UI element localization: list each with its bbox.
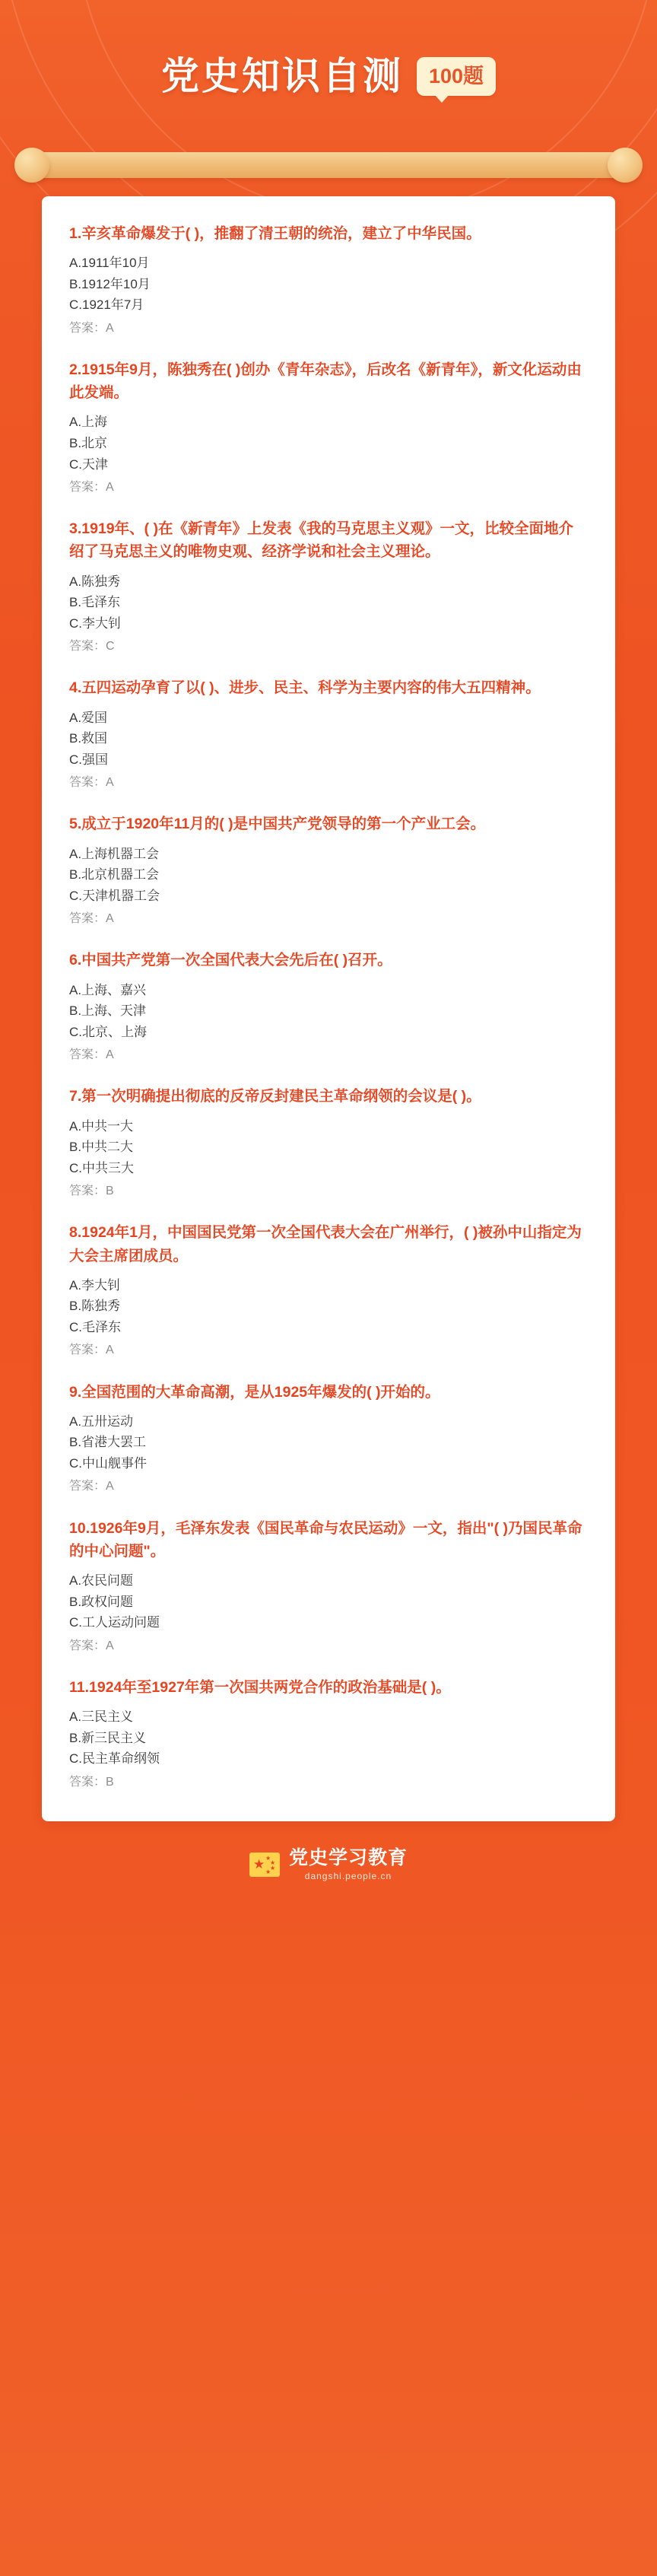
question-block xyxy=(69,813,588,929)
question-text: 9.全国范围的大革命高潮，是从1925年爆发的( )开始的。 xyxy=(69,1383,440,1401)
question-option[interactable]: A.上海、嘉兴 xyxy=(69,982,147,997)
question-text: 1.辛亥革命爆发于( )，推翻了清王朝的统治，建立了中华民国。 xyxy=(69,225,481,242)
question-option[interactable]: C.李大钊 xyxy=(69,615,121,631)
question-block xyxy=(69,1221,588,1360)
question-option[interactable]: B.政权问题 xyxy=(69,1594,134,1609)
question-answer: 答案：A xyxy=(69,1048,114,1062)
question-block xyxy=(69,1676,588,1792)
question-option[interactable]: C.中山舰事件 xyxy=(69,1455,147,1471)
question-text: 11.1924年至1927年第一次国共两党合作的政治基础是( )。 xyxy=(69,1678,451,1696)
question-option[interactable]: C.毛泽东 xyxy=(69,1319,121,1334)
question-option[interactable]: A.上海机器工会 xyxy=(69,846,160,861)
party-flag-icon: ★ ★ ★ ★ ★ xyxy=(249,1852,280,1877)
question-text: 7.第一次明确提出彻底的反帝反封建民主革命纲领的会议是( )。 xyxy=(69,1088,481,1105)
question-block xyxy=(69,1381,588,1497)
question-option[interactable]: C.工人运动问题 xyxy=(69,1615,160,1630)
question-answer: 答案：C xyxy=(69,640,115,654)
question-option[interactable]: B.省港大罢工 xyxy=(69,1435,147,1450)
question-option[interactable]: B.1912年10月 xyxy=(69,276,151,291)
question-answer: 答案：A xyxy=(69,321,114,335)
question-block xyxy=(69,517,588,657)
question-text: 5.成立于1920年11月的( )是中国共产党领导的第一个产业工会。 xyxy=(69,816,486,833)
scroll-ornament xyxy=(28,148,629,186)
question-text: 4.五四运动孕育了以( )、进步、民主、科学为主要内容的伟大五四精神。 xyxy=(69,679,541,697)
question-answer: 答案：A xyxy=(69,776,114,790)
question-option[interactable]: B.北京机器工会 xyxy=(69,867,160,883)
question-answer: 答案：B xyxy=(69,1775,114,1789)
question-option[interactable]: C.强国 xyxy=(69,752,108,767)
question-text: 3.1919年、( )在《新青年》上发表《我的马克思主义观》一文，比较全面地介绍了马克思主义的唯物史观、经济学说和社会主义理论。 xyxy=(69,520,574,561)
question-answer: 答案：B xyxy=(69,1185,114,1198)
question-option[interactable]: B.新三民主义 xyxy=(69,1730,147,1745)
question-option[interactable]: B.陈独秀 xyxy=(69,1299,121,1314)
question-block xyxy=(69,358,588,498)
question-answer: 答案：A xyxy=(69,1344,114,1357)
question-option[interactable]: B.救国 xyxy=(69,731,108,746)
question-option[interactable]: C.民主革命纲领 xyxy=(69,1751,160,1767)
question-text: 8.1924年1月，中国国民党第一次全国代表大会在广州举行，( )被孙中山指定为大会主席团成员。 xyxy=(69,1224,582,1264)
question-count-badge: 100题 xyxy=(417,57,496,96)
question-option[interactable]: A.1911年10月 xyxy=(69,256,150,271)
footer xyxy=(0,1847,657,1882)
question-answer: 答案：A xyxy=(69,1480,114,1493)
question-option[interactable]: B.毛泽东 xyxy=(69,595,121,610)
question-option[interactable]: C.1921年7月 xyxy=(69,297,144,313)
question-block xyxy=(69,1517,588,1656)
scroll-knob-right xyxy=(608,148,643,183)
question-block xyxy=(69,676,588,793)
question-option[interactable]: B.中共二大 xyxy=(69,1140,134,1155)
question-option[interactable]: B.上海、天津 xyxy=(69,1003,147,1019)
question-option[interactable]: C.天津机器工会 xyxy=(69,888,160,903)
question-option[interactable]: A.五卅运动 xyxy=(69,1414,134,1429)
question-option[interactable]: C.北京、上海 xyxy=(69,1024,147,1039)
question-option[interactable]: A.李大钊 xyxy=(69,1277,121,1293)
question-option[interactable]: A.三民主义 xyxy=(69,1709,134,1725)
question-option[interactable]: A.中共一大 xyxy=(69,1118,134,1134)
question-option[interactable]: B.北京 xyxy=(69,435,108,450)
question-text: 2.1915年9月，陈独秀在( )创办《青年杂志》，后改名《新青年》，新文化运动由此发端。 xyxy=(69,361,582,402)
question-text: 6.中国共产党第一次全国代表大会先后在( )召开。 xyxy=(69,952,392,969)
question-answer: 答案：A xyxy=(69,1639,114,1652)
question-answer: 答案：A xyxy=(69,912,114,926)
footer-subtitle: dangshi.people.cn xyxy=(304,1870,392,1881)
footer-title: 党史学习教育 xyxy=(288,1846,408,1868)
question-text: 10.1926年9月，毛泽东发表《国民革命与农民运动》一文，指出"( )乃国民革命的中心问题"。 xyxy=(69,1519,582,1560)
question-block xyxy=(69,949,588,1065)
question-option[interactable]: A.上海 xyxy=(69,415,108,430)
question-block xyxy=(69,222,588,339)
scroll-knob-left xyxy=(14,148,49,183)
page-header xyxy=(0,0,657,145)
question-option[interactable]: C.天津 xyxy=(69,456,108,472)
question-option[interactable]: C.中共三大 xyxy=(69,1160,134,1175)
question-option[interactable]: A.农民问题 xyxy=(69,1573,134,1589)
question-option[interactable]: A.爱国 xyxy=(69,710,108,725)
question-option[interactable]: A.陈独秀 xyxy=(69,574,121,589)
question-answer: 答案：A xyxy=(69,481,114,495)
question-block xyxy=(69,1085,588,1201)
questions-card xyxy=(42,196,615,1821)
page-title: 党史知识自测 xyxy=(160,55,403,97)
